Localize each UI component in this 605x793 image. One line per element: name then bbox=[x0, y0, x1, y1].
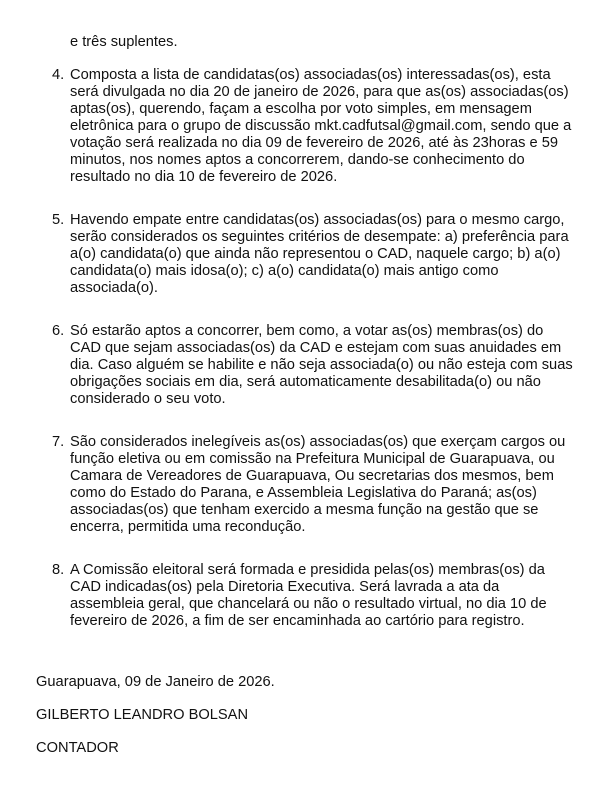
signer-role: CONTADOR bbox=[36, 740, 119, 756]
numbered-list bbox=[36, 67, 575, 630]
list-item-5 bbox=[52, 212, 575, 297]
list-item-7 bbox=[52, 434, 575, 536]
list-item-7-text: São considerados inelegíveis as(os) associadas(os) que exerçam cargos ou função eletiva ou em comissão na Prefeitura Municipal de Guarapuava, ou Camara de Vereadores de Guarapuava, Ou secretarias dos mesmos, bem como do Estado do Parana, e Assembleia Legislativa do Paraná; as(os) associadas(os) que tenham exercido a mesma função na gestão que se encerra, permitida uma recondução. bbox=[70, 434, 566, 535]
signer-name: GILBERTO LEANDRO BOLSAN bbox=[36, 707, 249, 723]
list-item-6-text: Só estarão aptos a concorrer, bem como, a votar as(os) membras(os) do CAD que sejam associadas(os) da CAD e estejam com suas anuidades em dia. Caso alguém se habilite e não seja associada(o) ou não esteja com suas obrigações sociais em dia, será automaticamente desabilitada(o) ou não considerado o seu voto. bbox=[70, 323, 573, 407]
list-item-4-text: Composta a lista de candidatas(os) associadas(os) interessadas(os), esta será divulgada no dia 20 de janeiro de 2026, para que as(os) associadas(os) aptas(os), querendo, façam a escolha por voto simples, em mensagem eletrônica para o grupo de discussão mkt.cadfutsal@gmail.com, sendo que a votação será realizada no dia 09 de fevereiro de 2026, até às 23horas e 59 minutos, nos nomes aptos a concorrerem, dando-se conhecimento do resultado no dia 10 de fevereiro de 2026. bbox=[70, 67, 572, 185]
list-item-6 bbox=[52, 323, 575, 408]
list-item-8-number: 8. bbox=[52, 562, 65, 578]
place-date-line: Guarapuava, 09 de Janeiro de 2026. bbox=[36, 674, 275, 690]
list-item-7-number: 7. bbox=[52, 434, 65, 450]
list-item-4-number: 4. bbox=[52, 67, 65, 83]
list-item-5-text: Havendo empate entre candidatas(os) associadas(os) para o mesmo cargo, serão considerados os seguintes critérios de desempate: a) preferência para a(o) candidata(o) que ainda não representou o CAD, naquele cargo; b) a(o) candidata(o) mais idosa(o); c) a(o) candidata(o) mais antigo como associada(o). bbox=[70, 212, 569, 296]
paragraph-continuation-fragment: e três suplentes. bbox=[70, 34, 178, 50]
list-item-8 bbox=[52, 562, 575, 630]
list-item-6-number: 6. bbox=[52, 323, 65, 339]
list-item-8-text: A Comissão eleitoral será formada e presidida pelas(os) membras(os) da CAD indicadas(os) pela Diretoria Executiva. Será lavrada a ata da assembleia geral, que chancelará ou não o resultado virtual, no dia 10 de fevereiro de 2026, a fim de ser encaminhada ao cartório para registro. bbox=[70, 562, 547, 629]
list-item-5-number: 5. bbox=[52, 212, 65, 228]
list-item-4 bbox=[52, 67, 575, 186]
